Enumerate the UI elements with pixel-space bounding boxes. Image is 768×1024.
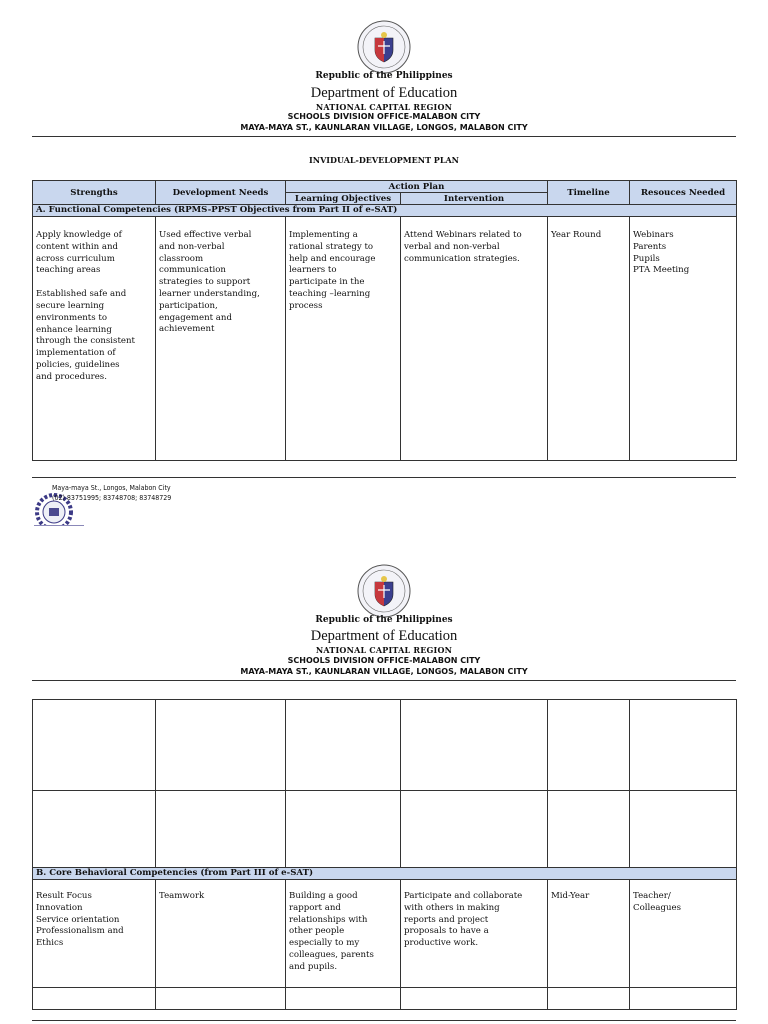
cell-line: with others in making: [404, 902, 500, 913]
cell-line: other people: [289, 926, 345, 937]
table-row: [33, 791, 737, 868]
cell-line: Professionalism and: [36, 926, 124, 937]
cell-line: Teamwork: [159, 891, 205, 901]
header-rule: [32, 136, 736, 137]
plan-title: INVIDUAL-DEVELOPMENT PLAN: [309, 155, 459, 165]
cell-line: participation,: [159, 300, 218, 311]
cell-timeline: [548, 217, 630, 461]
cell-line: teaching areas: [36, 265, 101, 276]
cell-line: across curriculum: [36, 253, 115, 264]
division-label: SCHOOLS DIVISION OFFICE-MALABON CITY: [287, 656, 481, 665]
cell-line: classroom: [159, 253, 204, 264]
footer-address: Maya-maya St., Longos, Malabon City: [52, 484, 171, 492]
cell-line: rapport and: [289, 902, 341, 913]
cell-intervention: [401, 880, 548, 988]
cell-line: achievement: [159, 324, 215, 335]
cell-line: Apply knowledge of: [36, 230, 122, 240]
section-a-title: A. Functional Competencies (RPMS-PPST Objectives from Part II of e-SAT): [33, 205, 737, 217]
cell-line: Mid-Year: [551, 891, 590, 901]
cell-line: enhance learning: [36, 324, 112, 335]
region-label: NATIONAL CAPITAL REGION: [315, 102, 453, 112]
col-timeline: Timeline: [548, 181, 630, 205]
cell-learning-objectives: [286, 880, 401, 988]
address-label: MAYA-MAYA ST., KAUNLARAN VILLAGE, LONGOS, MALABON CITY: [240, 667, 528, 676]
cell-line: productive work.: [404, 938, 479, 949]
cell-line: and pupils.: [289, 961, 338, 972]
address-label: MAYA-MAYA ST., KAUNLARAN VILLAGE, LONGOS, MALABON CITY: [240, 123, 528, 132]
department-title: Department of Education: [310, 85, 458, 101]
cell-line: Implementing a: [289, 230, 358, 240]
col-strengths: Strengths: [33, 181, 156, 205]
cell-line: through the consistent: [36, 336, 135, 347]
cell-line: verbal and non-verbal: [404, 241, 500, 252]
cell-line: learners to: [289, 265, 337, 276]
col-development-needs: Development Needs: [156, 181, 286, 205]
cell-resources: [630, 217, 737, 461]
cell-development-needs: [156, 217, 286, 461]
col-intervention: Intervention: [401, 193, 548, 205]
cell-line: Ethics: [36, 938, 64, 949]
table-row: [33, 880, 737, 988]
table-row: [33, 988, 737, 1010]
cell-line: Established safe and: [36, 289, 127, 300]
cell-line: Parents: [633, 241, 667, 252]
cell-learning-objectives: [286, 217, 401, 461]
cell-line: Pupils: [633, 253, 660, 264]
cell-line: and procedures.: [36, 371, 107, 382]
cell-line: Innovation: [36, 902, 83, 913]
cell-development-needs: [156, 880, 286, 988]
cell-line: Used effective verbal: [159, 230, 252, 240]
cell-line: secure learning: [36, 300, 105, 311]
cell-line: Attend Webinars related to: [404, 230, 522, 240]
cell-line: teaching –learning: [289, 288, 371, 299]
cell-intervention: [401, 217, 548, 461]
page-break: [0, 530, 768, 540]
cell-line: Webinars: [633, 230, 674, 240]
department-title: Department of Education: [310, 628, 458, 644]
col-action-plan: Action Plan: [286, 181, 548, 193]
cell-line: communication strategies.: [404, 253, 520, 264]
cell-line: policies, guidelines: [36, 359, 120, 370]
cell-line: learner understanding,: [159, 288, 260, 299]
cell-line: help and encourage: [289, 253, 376, 264]
cell-line: Year Round: [551, 230, 602, 240]
cell-strengths: [33, 217, 156, 461]
deped-seal-icon: [357, 564, 411, 618]
cell-line: reports and project: [404, 914, 489, 925]
cell-line: process: [289, 300, 323, 311]
republic-label: Republic of the Philippines: [315, 615, 453, 625]
cell-line: PTA Meeting: [633, 265, 690, 276]
cell-timeline: [548, 880, 630, 988]
deped-seal-icon: [357, 20, 411, 74]
cell-line: Result Focus: [36, 891, 92, 901]
cell-line: strategies to support: [159, 277, 251, 288]
table-row: [33, 700, 737, 791]
cell-line: engagement and: [159, 312, 232, 323]
header-rule: [32, 680, 736, 681]
development-plan-table-continued: [32, 699, 737, 1010]
cell-line: colleagues, parents: [289, 949, 374, 960]
footer-rule: [32, 1020, 736, 1021]
cell-line: participate in the: [289, 277, 365, 288]
division-label: SCHOOLS DIVISION OFFICE-MALABON CITY: [287, 112, 481, 121]
cell-line: Participate and collaborate: [404, 891, 523, 901]
cell-line: environments to: [36, 312, 108, 323]
cell-line: implementation of: [36, 348, 116, 359]
cell-strengths: [33, 880, 156, 988]
cell-line: especially to my: [289, 938, 360, 949]
col-learning-objectives: Learning Objectives: [286, 193, 401, 205]
cell-line: Colleagues: [633, 902, 681, 913]
cell-resources: [630, 880, 737, 988]
republic-label: Republic of the Philippines: [315, 71, 453, 81]
footer-rule: [32, 477, 736, 478]
cell-line: relationships with: [289, 914, 368, 925]
cell-line: and non-verbal: [159, 241, 225, 252]
footer-phones: (02) 83751995; 83748708; 83748729: [52, 494, 172, 502]
cell-line: content within and: [36, 241, 119, 252]
section-b-title: B. Core Behavioral Competencies (from Part III of e-SAT): [33, 868, 737, 880]
cell-line: Building a good: [289, 891, 358, 901]
cell-line: rational strategy to: [289, 241, 374, 252]
cell-line: Teacher/: [633, 891, 671, 901]
col-resources: Resouces Needed: [630, 181, 737, 205]
cell-line: proposals to have a: [404, 926, 489, 937]
development-plan-table: [32, 180, 737, 461]
page-2: [0, 540, 768, 1024]
table-row: [33, 217, 737, 461]
cell-line: communication: [159, 265, 226, 276]
cell-line: Service orientation: [36, 914, 120, 925]
region-label: NATIONAL CAPITAL REGION: [315, 645, 453, 655]
